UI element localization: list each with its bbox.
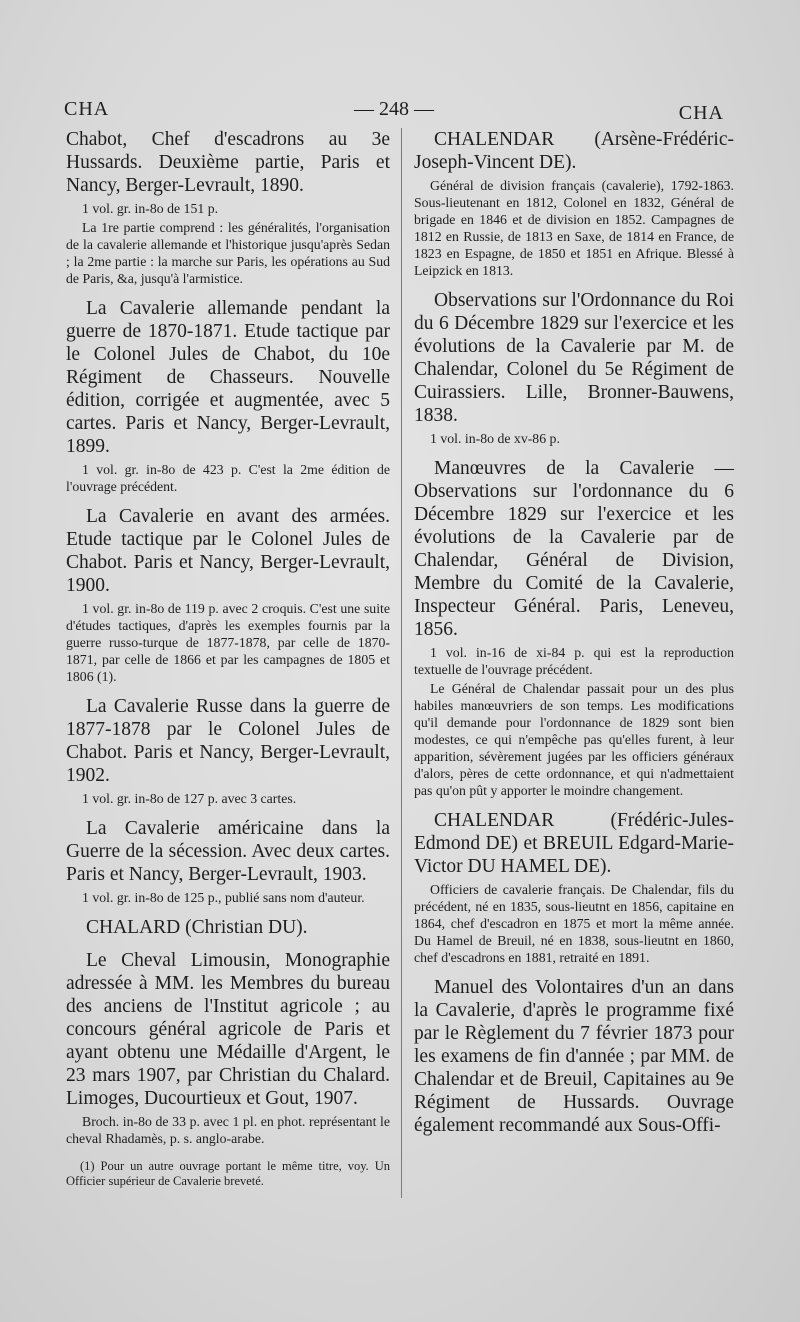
entry-title: Manœuvres de la Cavalerie — Observations sur l'ordonnance du 6 Décembre 1829 sur l'exercice et les évolutions de la Cavalerie par de Chalendar, Général de Division, Membre du Comité de la Cavalerie, Inspecteur Général. Paris, Leneveu, 1856. xyxy=(414,458,734,640)
entry-title: CHALENDAR (Arsène-Frédéric-Joseph-Vincent DE). xyxy=(414,129,734,173)
entry-title: Le Cheval Limousin, Monographie adressée à MM. les Membres du bureau des anciens de l'Institut agricole ; au concours général agricole de Paris et ayant obtenu une Médaille d'Argent, le 23 mars 1907, par Christian du Chalard. Limoges, Ducourtieux et Gout, 1907. xyxy=(66,950,390,1109)
entry-title: Manuel des Volontaires d'un an dans la Cavalerie, d'après le programme fixé par le Règlement du 7 février 1873 pour les examens de fin d'année ; par MM. de Chalendar et de Breuil, Capitaines au 9e Régiment de Hussards. Ouvrage également recommandé aux Sous-Offi- xyxy=(414,977,734,1136)
entry-note: 1 vol. gr. in-8o de 151 p. xyxy=(82,201,219,216)
entry-note: Le Général de Chalendar passait pour un des plus habiles manœuvriers de son temps. Les modifications qu'il demande pour l'ordonnance de 1829 sont bien modestes, ce qui n'empêche pas qu'elles furent, à leur apparition, sévèrement jugées par les officiers généraux d'alors, pères de cette ordonnance, et qui n'admettaient pas qu'on pût y apporter le moindre changement. xyxy=(414,681,734,798)
running-head-left: CHA xyxy=(64,98,110,120)
entry-note: La 1re partie comprend : les généralités, l'organisation de la cavalerie allemande et l'historique jusqu'après Sedan ; la 2me partie : la marche sur Paris, les opérations au Sud de Paris, &a, jusqu'à l'armistice. xyxy=(66,220,390,286)
entry-note: 1 vol. in-16 de xi-84 p. qui est la reproduction textuelle de l'ouvrage précédent. xyxy=(414,645,734,677)
running-head-right: CHA xyxy=(678,102,724,124)
entry-title: CHALENDAR (Frédéric-Jules-Edmond DE) et BREUIL Edgard-Marie-Victor DU HAMEL DE). xyxy=(414,810,734,877)
entry-note: Officiers de cavalerie français. De Chalendar, fils du précédent, né en 1835, sous-lieutnt en 1856, capitaine en 1864, chef d'escadron en 1875 et mort la même année. Du Hamel de Breuil, né en 1838, sous-lieutnt en 1860, chef d'escadrons en 1881, retraité en 1891. xyxy=(414,882,734,965)
entry-note: 1 vol. in-8o de xv-86 p. xyxy=(430,431,560,446)
entry-title: Chabot, Chef d'escadrons au 3e Hussards. Deuxième partie, Paris et Nancy, Berger-Levrault, 1890. xyxy=(66,129,390,196)
running-head xyxy=(64,98,724,126)
footnote: (1) Pour un autre ouvrage portant le même titre, voy. Un Officier supérieur de Cavalerie breveté. xyxy=(66,1159,390,1188)
entry-title: La Cavalerie Russe dans la guerre de 1877-1878 par le Colonel Jules de Chabot. Paris et Nancy, Berger-Levrault, 1902. xyxy=(66,696,390,786)
entry-note: 1 vol. gr. in-8o de 125 p., publié sans nom d'auteur. xyxy=(82,890,365,905)
entry-note: Broch. in-8o de 33 p. avec 1 pl. en phot. représentant le cheval Rhadamès, p. s. anglo-arabe. xyxy=(66,1114,390,1146)
entry-note: 1 vol. gr. in-8o de 127 p. avec 3 cartes. xyxy=(82,791,297,806)
entry-title: La Cavalerie allemande pendant la guerre de 1870-1871. Etude tactique par le Colonel Jules de Chabot, du 10e Régiment de Chasseurs. Nouvelle édition, corrigée et augmentée, avec 5 cartes. Paris et Nancy, Berger-Levrault, 1899. xyxy=(66,298,390,457)
page-number: — 248 — xyxy=(354,98,434,120)
entry-note: 1 vol. gr. in-8o de 423 p. C'est la 2me édition de l'ouvrage précédent. xyxy=(66,462,390,494)
column-divider xyxy=(401,128,402,1198)
entry-note: 1 vol. gr. in-8o de 119 p. avec 2 croquis. C'est une suite d'études tactiques, d'après les exemples fournis par la guerre russo-turque de 1877-1878, par celle de 1870-1871, par celle de 1866 et par les campagnes de 1805 et 1806 (1). xyxy=(66,601,390,684)
entry-title: La Cavalerie en avant des armées. Etude tactique par le Colonel Jules de Chabot. Paris et Nancy, Berger-Levrault, 1900. xyxy=(66,506,390,596)
entry-title: Observations sur l'Ordonnance du Roi du 6 Décembre 1829 sur l'exercice et les évolutions de la Cavalerie par M. de Chalendar, Colonel du 5e Régiment de Cuirassiers. Lille, Bronner-Bauwens, 1838. xyxy=(414,290,734,426)
entry-title: CHALARD (Christian DU). xyxy=(86,917,308,938)
right-column xyxy=(414,128,734,1140)
entry-title: La Cavalerie américaine dans la Guerre de la sécession. Avec deux cartes. Paris et Nancy, Berger-Levrault, 1903. xyxy=(66,818,390,885)
left-column xyxy=(66,128,390,1202)
entry-note: Général de division français (cavalerie), 1792-1863. Sous-lieutenant en 1812, Colonel en 1832, Général de brigade en 1846 et de division en 1852. Campagnes de 1812 en Russie, de 1813 en Saxe, de 1814 en France, de 1823 en Espagne, de 1850 et 1851 en Afrique. Blessé à Leipzick en 1813. xyxy=(414,178,734,278)
